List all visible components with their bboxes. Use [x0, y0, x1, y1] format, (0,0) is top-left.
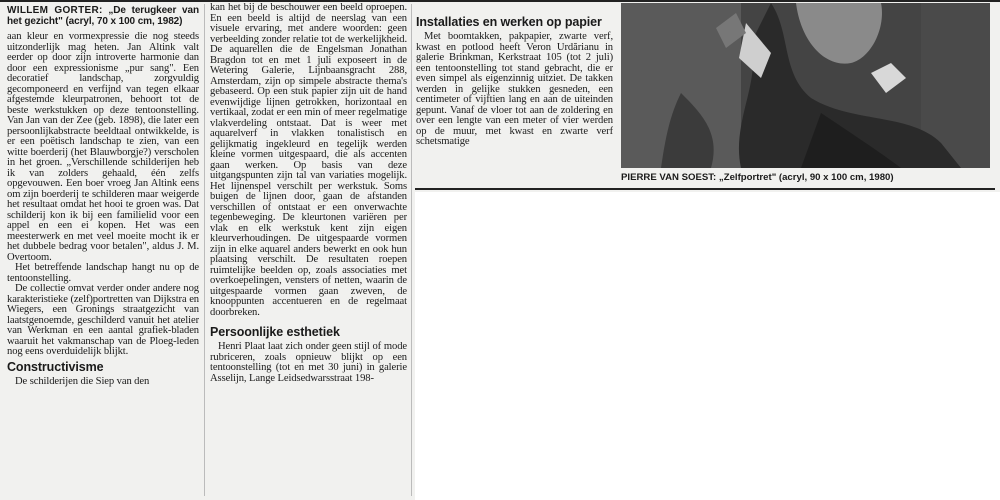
- caption-rule: [415, 188, 995, 190]
- paragraph: De schilderijen die Siep van den: [15, 375, 150, 387]
- paragraph: Henri Plaat laat zich onder geen stijl of mode rubriceren, zoals opnieuw blijkt op een tentoonstelling (tot en met 30 juni) in galerie Asselijn, Lange Leidsedwarsstraat 198-: [210, 341, 407, 384]
- paragraph: kan het bij de beschouwer een beeld oproepen. En een beeld is altijd de neerslag van een visuele ervaring, met andere woorden: geen verbeelding zonder relatie tot de werkelijkheid. De aquarellen die de Engelsman Jonathan Bragdon tot en met 1 juli exposeert in de Wetering Galerie, Lijnbaansgracht 288, Amsterdam, zijn op simpele abstracte thema's gebaseerd. Op een stuk papier zijn uit de hand evenwijdige lijnen getrokken, horizontaal en vertikaal, zodat er een min of meer regelmatige vlakverdeling ontstaat. Dat is weer met aquarelverf in vlakken tonalistisch en gelijkmatig ingekleurd en tegelijk werden kleine vormen uitgespaard, die als accenten gaan werken. Op basis van deze uitgangspunten zijn tal van variaties mogelijk. Het lijnenspel verschilt per werkstuk. Soms buigen de lijnen door, gaan de afstanden verschillen of ontstaat er een onverwachte tegenbeweging. De kleurtonen variëren per vlak en elk werkstuk kent zijn eigen kleurverhoudingen. De uitgespaarde vormen zijn in elke aquarel anders bewerkt en ook hun plaatsing verschilt. De resultaten roepen ruimtelijke beelden op, zoals associaties met overkoepelingen, vensters of netten, waarin de uitgespaarde vormen gaan zweven, de knooppunten accentueren en de regelmaat doorbreken.: [210, 3, 407, 318]
- caption-artist: WILLEM GORTER:: [7, 5, 103, 16]
- paragraph: Het betreffende landschap hangt nu op de tentoonstelling.: [7, 262, 199, 284]
- caption-artist: PIERRE VAN SOEST:: [621, 172, 717, 183]
- portrait-image: [621, 3, 990, 168]
- subheading: Persoonlijke esthetiek: [210, 325, 340, 339]
- column-divider: [411, 4, 412, 496]
- paragraph: De collectie omvat verder onder andere nog karakteristieke (zelf)portretten van Dijkstra en Wiegers, een Gronings straatgezicht van laatstgenoemde, geschilderd vanuit het atelier van Werkman en een aantal grafiek-bladen waaruit het vakmanschap van de Ploeg-leden nog eens overduidelijk blijkt.: [7, 283, 199, 357]
- column-divider: [204, 4, 205, 496]
- blank-paper-area: [415, 192, 1000, 500]
- section-heading: Installaties en werken op papier: [416, 15, 602, 29]
- top-rule: [0, 0, 1000, 2]
- paragraph: Met boomtakken, pakpapier, zwarte verf, kwast en potlood heeft Veron Urdărianu in galerie Brinkman, Kerkstraat 105 (tot 2 juli) een tentoonstelling tot stand gebracht, die er even simpel als eigenzinnig uitziet. De takken werden in gelijke stukken gesneden, een centimeter of vijftien lang en aan de uiteinden gepunt. Vanaf de vloer tot aan de zoldering en over een lengte van een meter of vier werden op de muur, met kwast en zwarte verf schetsmatige: [416, 31, 613, 147]
- caption-details: „De terugkeer van het gezicht" (acryl, 70 x 100 cm, 1982): [7, 5, 199, 27]
- caption-details: „Zelfportret" (acryl, 90 x 100 cm, 1980): [718, 172, 894, 183]
- subheading: Constructivisme: [7, 359, 104, 374]
- figure-caption: [7, 5, 199, 27]
- right-column: [416, 15, 613, 190]
- photo-caption: [621, 172, 993, 183]
- middle-column: [210, 3, 407, 497]
- paragraph: aan kleur en vormexpressie die nog steeds uitzonderlijk mag heten. Jan Altink valt eerder op door zijn introverte harmonie dan door een expressionisme „pur sang". Een decoratief landschap, zorgvuldig gecomponeerd en verfijnd van tegen elkaar afgestemde kleurpatronen, behoort tot de beste werkstukken op deze tentoonstelling. Van Jan van der Zee (geb. 1898), die later een persoonlijkabstracte beeldtaal ontwikkelde, is er een poëtisch landschap te zien, van een witte boerderij (het Blauwborgje?) verscholen in het groen. „Verschillende schilderijen heb ik van zolders gehaald, één zelfs opgevouwen. Een boer vroeg Jan Altink eens om zijn boerderij te schilderen maar weigerde het resultaat omdat het hooi te groen was. Dat schilderij kon ik bij een familielid voor een appel en een ei kopen. Het was een meesterwerk en met veel moeite mocht ik er het dubbele bedrag voor betalen", aldus J. M. Overtoom.: [7, 31, 199, 263]
- left-column: [7, 5, 199, 497]
- self-portrait-photo: [621, 3, 990, 168]
